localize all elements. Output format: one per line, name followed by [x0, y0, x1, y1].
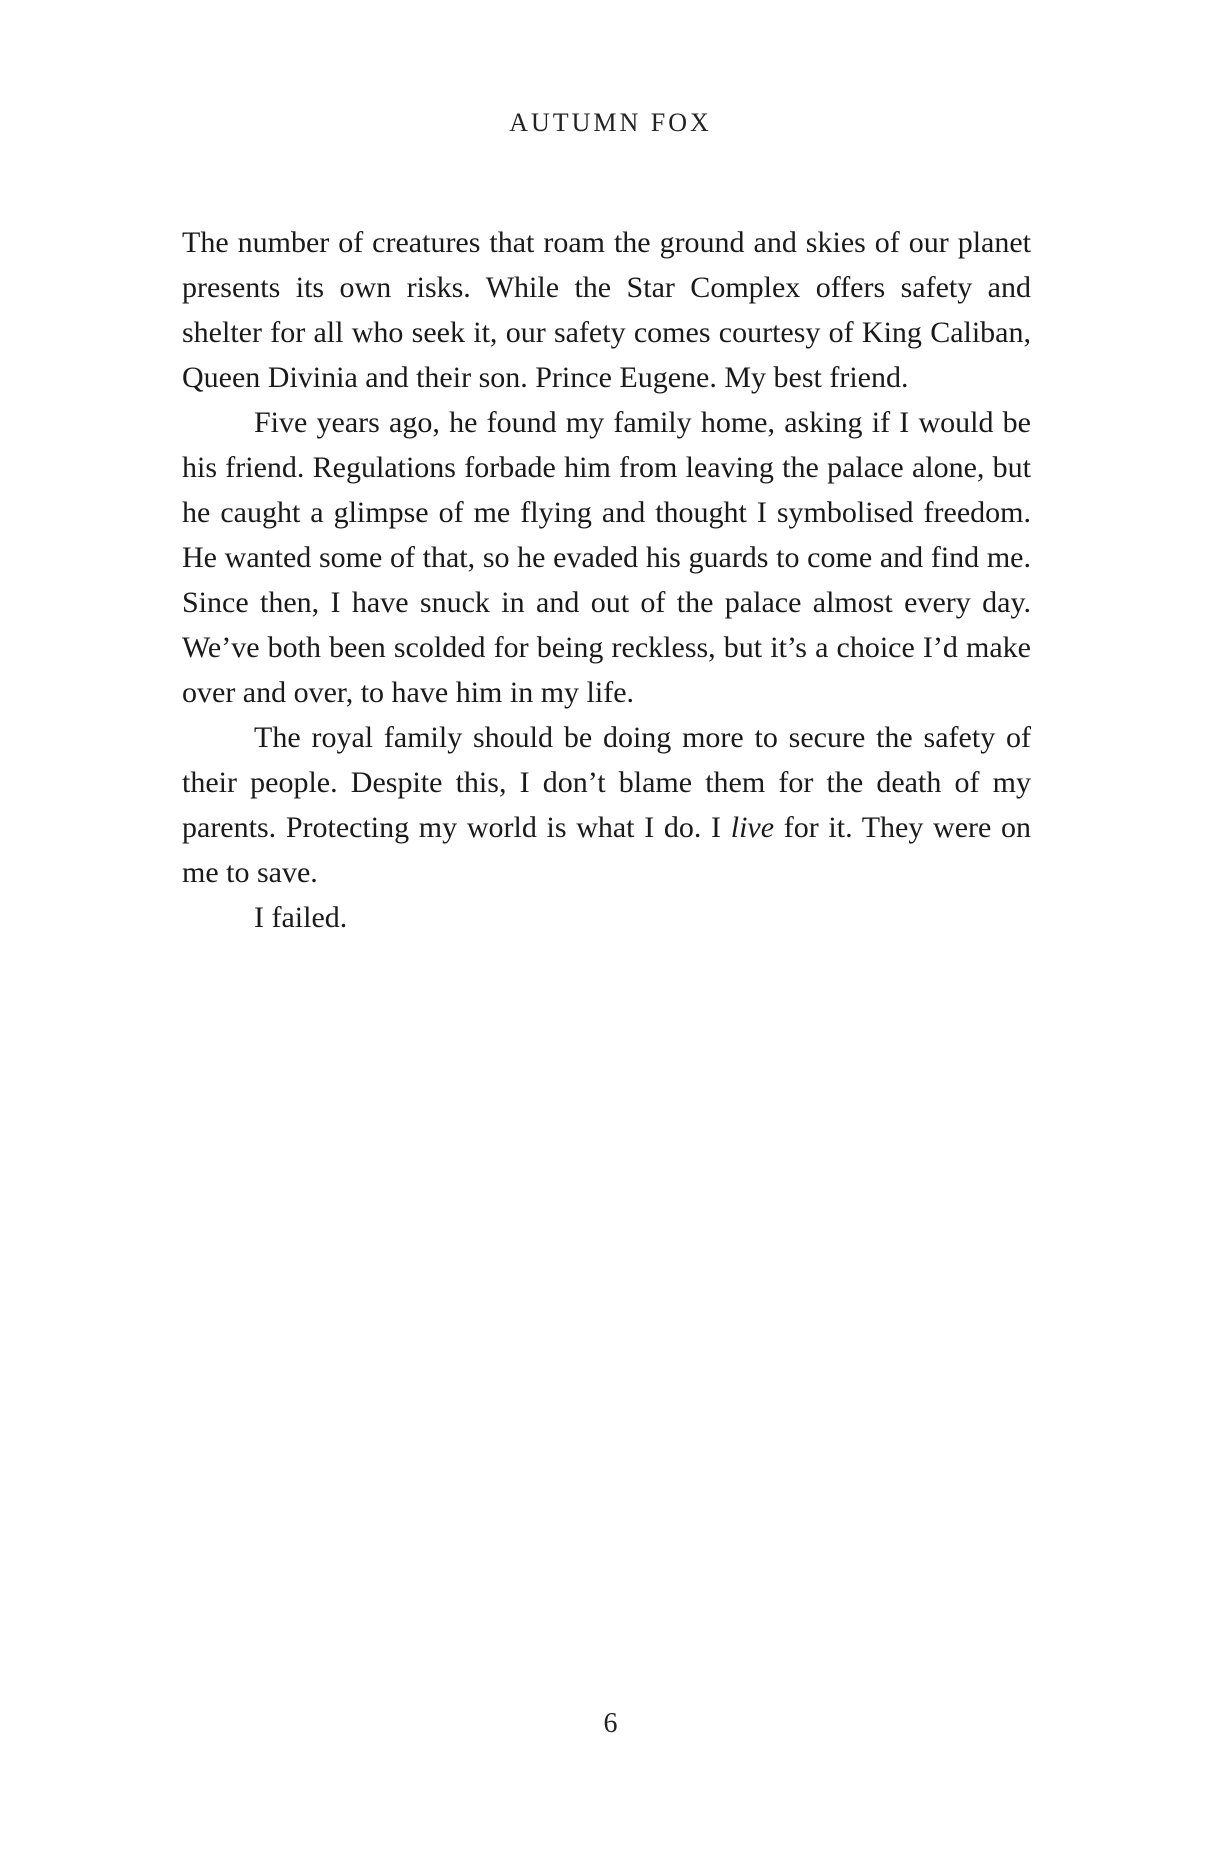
paragraph-1: The number of creatures that roam the ground and skies of our planet presents its own risks. While the Star Complex offers safety and shelter for all who seek it, our safety comes courtesy of King Caliban, Queen Divinia and their son. Prince Eugene. My best friend. [182, 226, 1031, 394]
paragraph-2: Five years ago, he found my family home, asking if I would be his friend. Regulations forbade him from leaving the palace alone, but he caught a glimpse of me flying and thought I symbolised freedom. He wanted some of that, so he evaded his guards to come and find me. Since then, I have snuck in and out of the palace almost every day. We’ve both been scolded for being reckless, but it’s a choice I’d make over and over, to have him in my life. [182, 406, 1031, 709]
running-head: AUTUMN FOX [509, 108, 712, 137]
paragraph-3-text-before: The royal family should be doing more to secure the safety of their people. Despite this, I don’t blame them for the death of my parents. Protecting my world is what I do. I [182, 721, 1031, 844]
paragraph-3-italic: live [730, 811, 775, 844]
paragraph-4: I failed. [254, 901, 348, 934]
paragraph-3-text-after: for it. They were on me to save. [182, 811, 1031, 889]
body-text [182, 220, 1031, 940]
paragraph-3 [182, 715, 1031, 895]
page-number: 6 [603, 1708, 618, 1739]
